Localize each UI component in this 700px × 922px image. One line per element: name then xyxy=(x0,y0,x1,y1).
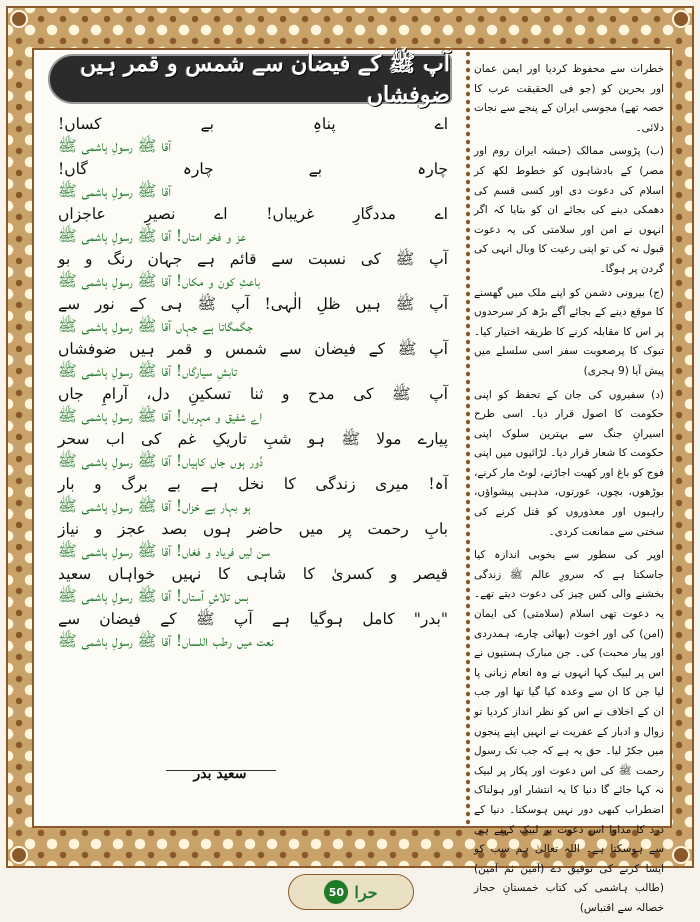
couplet xyxy=(58,429,448,472)
couplet xyxy=(58,159,448,202)
refrain-line: سن لیں فریاد و فغاں! آقا ﷺ رسولِ ہاشمی ﷺ xyxy=(58,541,271,560)
verse-line: آہ! میری زندگی کا نخل ہے بے برگ و بار xyxy=(58,475,448,493)
article-paragraph: (ب) پڑوسی ممالک (حبشہ ایران روم اور مصر) کے بادشاہوں کو خطوط لکھ کر اسلام کی دعوت دی اور کسی قسم کی دھمکی دینے کی بجائے ان کو بتایا کہ اگر انہوں نے امن اور سلامتی کی یہ دعوت قبول نہ کی تو اپنی رعیت کا وبال انہی کی گردن پر ہوگا۔ xyxy=(474,145,664,275)
page-badge xyxy=(288,874,414,910)
couplet xyxy=(58,384,448,427)
title-banner xyxy=(48,51,452,108)
refrain-line: عز و فخر امتاں! آقا ﷺ رسولِ ہاشمی ﷺ xyxy=(58,226,246,245)
article-paragraph: (ج) بیرونی دشمن کو اپنے ملک میں گھسنے کا موقع دینے کے بجائے آگے بڑھ کر سرحدوں پر اس کا مقابلہ کرنے کا طریقہ اختیار کیا۔ تبوک کا پرصعوبت سفر اسی سلسلے میں پیش آیا (9 ہجری) xyxy=(474,286,664,377)
verse-line: آپ ﷺ کے فیضان سے شمس و قمر ہیں ضوفشاں xyxy=(58,340,448,358)
verse-line: آپ ﷺ ہیں ظلِ الٰہی! آپ ﷺ ہی کے نور سے xyxy=(58,295,448,313)
poet-name: سعید بدر xyxy=(193,766,247,782)
verse-line: اے مددگارِ غریباں! اے نصیرِ عاجزاں xyxy=(58,205,448,223)
refrain-line: باعثِ کون و مکاں! آقا ﷺ رسولِ ہاشمی ﷺ xyxy=(58,271,261,290)
verse-line: چارہ بے چارہ گاں! xyxy=(58,160,448,178)
couplet xyxy=(58,474,448,517)
refrain-line: اے شفیق و مہرباں! آقا ﷺ رسولِ ہاشمی ﷺ xyxy=(58,406,263,425)
verse-line: اے پناہِ بے کساں! xyxy=(58,115,448,133)
page-title: آپ ﷺ کے فیضان سے شمس و قمر ہیں ضوفشاں xyxy=(80,51,450,108)
refrain-line: آقا ﷺ رسولِ ہاشمی ﷺ xyxy=(58,136,172,155)
refrain-line: تابشِ سیارگاں! آقا ﷺ رسولِ ہاشمی ﷺ xyxy=(58,361,237,380)
couplet xyxy=(58,564,448,607)
magazine-name: حرا xyxy=(354,882,378,902)
couplet xyxy=(58,249,448,292)
verse-line: قیصر و کسریٰ کا شاہی کا نہیں خواہاں سعید xyxy=(58,565,448,583)
verse-line: آپ ﷺ کی نسبت سے قائم ہے جہان رنگ و بو xyxy=(58,250,448,268)
refrain-line: جگمگاتا ہے جہاں آقا ﷺ رسولِ ہاشمی ﷺ xyxy=(58,316,253,335)
verse-line: بابِ رحمت پر میں حاضر ہوں بصد عجز و نیاز xyxy=(58,520,448,538)
refrain-line: نعت میں رطب اللساں! آقا ﷺ رسولِ ہاشمی ﷺ xyxy=(58,631,274,650)
poem xyxy=(58,114,448,654)
verse-line: "بدر" کامل ہوگیا ہے آپ ﷺ کے فیضان سے xyxy=(58,610,448,628)
refrain-line: ہو بہار بے خزاں! آقا ﷺ رسولِ ہاشمی ﷺ xyxy=(58,496,251,515)
corner-ornament-icon xyxy=(10,846,28,864)
corner-ornament-icon xyxy=(10,10,28,28)
corner-ornament-icon xyxy=(672,846,690,864)
refrain-line: بس تلاشِ آستاں! آقا ﷺ رسولِ ہاشمی ﷺ xyxy=(58,586,249,605)
corner-ornament-icon xyxy=(672,10,690,28)
verse-line: آپ ﷺ کی مدح و ثنا تسکینِ دل، آرامِ جاں xyxy=(58,385,448,403)
refrain-line: آقا ﷺ رسولِ ہاشمی ﷺ xyxy=(58,181,172,200)
article-paragraph: (د) سفیروں کی جان کے تحفظ کو اپنی حکومت کا اصول قرار دیا۔ اسی طرح اسیرانِ جنگ سے بہترین سلوک اپنی حکومت کا شعار قرار دیا۔ لڑائیوں میں اپنی فوج کو باغ اور کھیت اجاڑنے، لوٹ مار کرنے، بوڑھوں، بچوں، عورتوں، مذہبی پیشواؤں، راہبوں اور معذوروں کو قتل کرنے کی سختی سے ممانعت کردی۔ xyxy=(474,388,664,538)
refrain-line: دُور ہوں جاں کاہیاں! آقا ﷺ رسولِ ہاشمی ﷺ xyxy=(58,451,264,470)
verse-line: پیارے مولا ﷺ ہو شبِ تاریکِ غم کی اب سحر xyxy=(58,430,448,448)
couplet xyxy=(58,339,448,382)
couplet xyxy=(58,294,448,337)
couplet xyxy=(58,609,448,652)
couplet xyxy=(58,519,448,562)
poem-column xyxy=(40,51,460,824)
couplet xyxy=(58,204,448,247)
couplet xyxy=(58,114,448,157)
article-paragraph: اوپر کی سطور سے بخوبی اندازہ کیا جاسکتا ہے کہ سرورِ عالم ﷺ زندگی بخشنے والی کس چیز کی دعوت دیتے تھے۔ یہ دعوت تھی اسلام (سلامتی) کی ایمان (امن) کی اور اخوت (بھائی چارے، ہمدردی اور پیار محبت) کی۔ جن مبارک ہستیوں نے اس پر لبیک کہا انہوں نے وہ انعام زبانی پا لیا جن کا ان سے وعدہ کیا گیا تھا اور جب ان کے اخلاف نے اس کو نظر انداز کردیا تو زوال و ادبار کے عفریت نے انہیں اپنے پنجوں میں جکڑ لیا۔ حق یہ ہے کہ جب تک رسول رحمت ﷺ کی اس دعوت اور پکار پر لبیک نہ کہا جائے گا دنیا کا یہ انتشار اور ہولناک اضطراب کبھی دور نہیں ہوسکتا۔ دنیا کے درد کا مداوا اس دعوت پر لبیک کہنے ہی سے ہوسکتا ہے۔ اللہ تعالیٰ ہم سب کو ایسا کرنے کی توفیق دے (آمین ثم آمین) (طالب ہاشمی کی کتاب خمستانِ حجاز خصالہ سے اقتباس) xyxy=(474,549,664,914)
article-paragraph: خطرات سے محفوظ کردیا اور ایمن عمان اور بحرین کو (جو فی الحقیقت عرب کا حصہ تھے) مجوسی ایران کے پنجے سے نجات دلائی۔ xyxy=(474,63,664,134)
page-number: 50 xyxy=(324,880,348,904)
article-text xyxy=(474,60,664,914)
column-divider xyxy=(466,50,470,826)
